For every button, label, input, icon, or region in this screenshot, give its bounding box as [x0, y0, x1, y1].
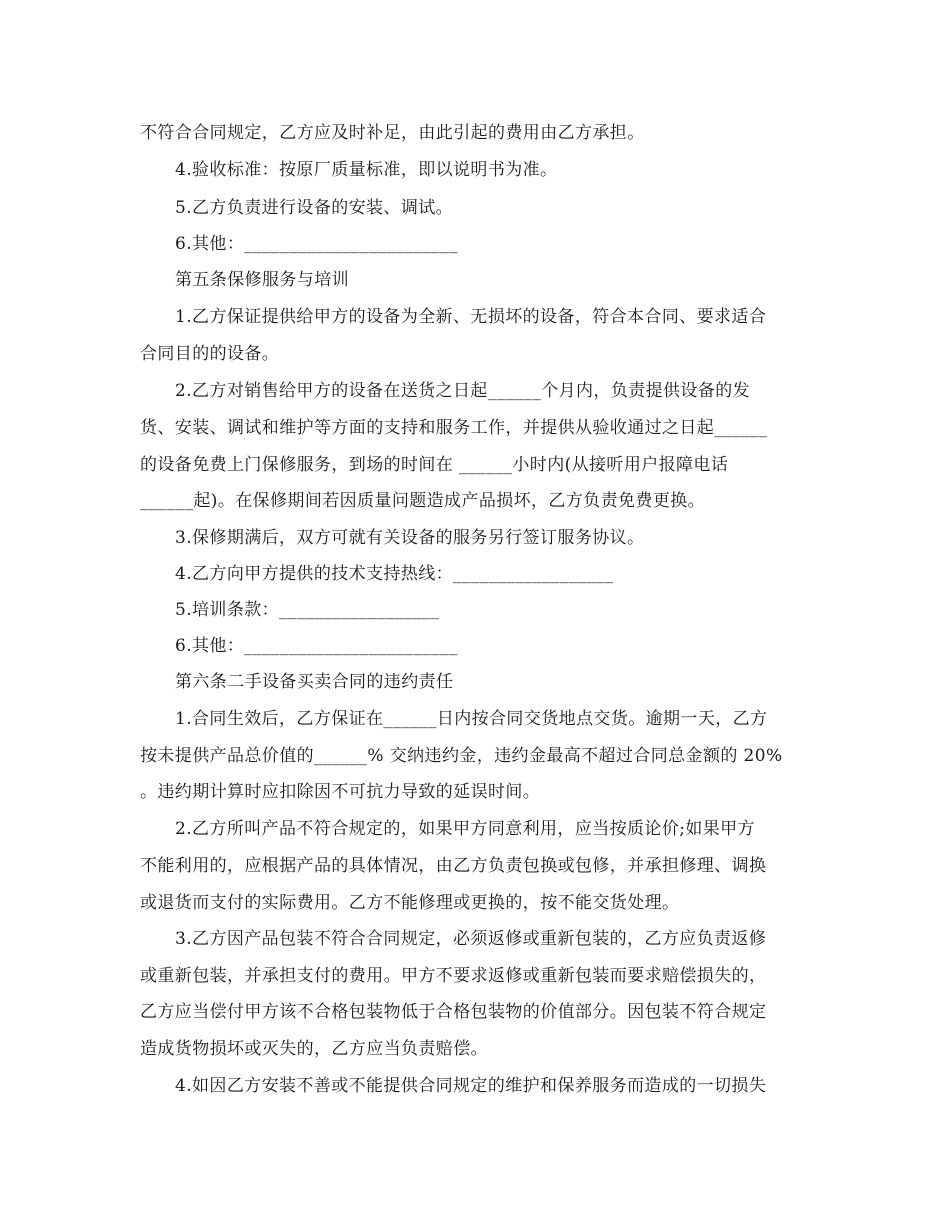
text-line: 5.乙方负责进行设备的安装、调试。: [175, 198, 454, 218]
text-line: 4.乙方向甲方提供的技术支持热线：__________________: [175, 564, 614, 584]
text-line: 1.合同生效后，乙方保证在______日内按合同交货地点交货。逾期一天，乙方: [175, 709, 768, 729]
text-line: 造成货物损坏或灭失的，乙方应当负责赔偿。: [140, 1039, 488, 1059]
text-line: 或重新包装，并承担支付的费用。甲方不要求返修或重新包装而要求赔偿损失的，: [140, 966, 767, 986]
text-line: 。违约期计算时应扣除因不可抗力导致的延误时间。: [140, 782, 541, 802]
text-line: 5.培训条款：__________________: [175, 600, 440, 620]
text-line: 不能利用的，应根据产品的具体情况，由乙方负责包换或包修，并承担修理、调换: [140, 856, 767, 876]
text-line: 的设备免费上门保修服务，到场的时间在 ______小时内(从接听用户报障电话: [140, 455, 729, 475]
text-line: 或退货而支付的实际费用。乙方不能修理或更换的，按不能交货处理。: [140, 893, 680, 913]
text-line: 2.乙方对销售给甲方的设备在送货之日起______个月内，负责提供设备的发: [175, 381, 751, 401]
text-line: 2.乙方所叫产品不符合规定的，如果甲方同意利用，应当按质论价;如果甲方: [175, 819, 755, 839]
text-line: ______起)。在保修期间若因质量问题造成产品损坏，乙方负责免费更换。: [140, 491, 706, 511]
text-line: 按未提供产品总价值的______% 交纳违约金，违约金最高不超过合同总金额的 20%: [140, 746, 783, 766]
text-line: 4.如因乙方安装不善或不能提供合同规定的维护和保养服务而造成的一切损失: [175, 1076, 767, 1096]
section-heading: 第五条保修服务与培训: [175, 270, 349, 290]
text-line: 6.其他：________________________: [175, 234, 458, 254]
text-line: 合同目的的设备。: [140, 344, 280, 364]
text-line: 3.乙方因产品包装不符合合同规定，必须返修或重新包装的，乙方应负责返修: [175, 929, 767, 949]
text-line: 乙方应当偿付甲方该不合格包装物低于合格包装物的价值部分。因包装不符合规定: [140, 1002, 767, 1022]
text-line: 4.验收标准：按原厂质量标准，即以说明书为准。: [175, 160, 558, 180]
section-heading: 第六条二手设备买卖合同的违约责任: [175, 672, 454, 692]
text-line: 不符合合同规定，乙方应及时补足，由此引起的费用由乙方承担。: [140, 123, 645, 143]
text-line: 3.保修期满后，双方可就有关设备的服务另行签订服务协议。: [175, 528, 645, 548]
text-line: 6.其他：________________________: [175, 636, 458, 656]
text-line: 1.乙方保证提供给甲方的设备为全新、无损坏的设备，符合本合同、要求适合: [175, 307, 767, 327]
text-line: 货、安装、调试和维护等方面的支持和服务工作，并提供从验收通过之日起______: [140, 418, 768, 438]
